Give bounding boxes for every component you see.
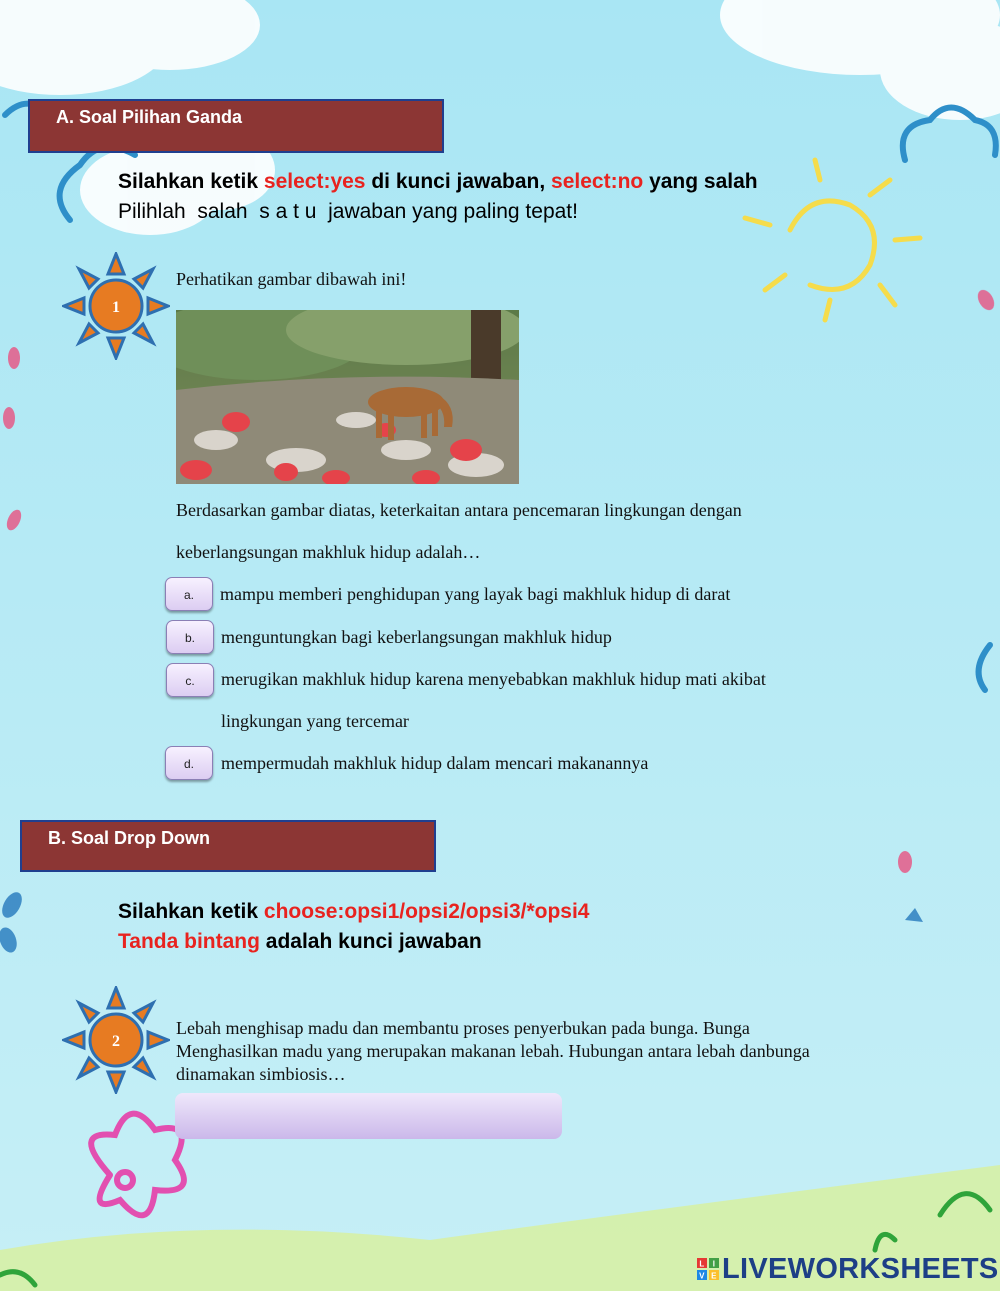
svg-text:L: L (699, 1259, 705, 1269)
option-a-text: mampu memberi penghidupan yang layak bagi makhluk hidup di darat (220, 584, 731, 604)
liveworksheets-badge-icon (697, 1258, 719, 1280)
question-text-line1: Berdasarkan gambar diatas, keterkaitan antara pencemaran lingkungan dengan (176, 500, 742, 520)
brand-name: LIVEWORKSHEETS (722, 1253, 999, 1285)
section-a-instruction: Silahkan ketik select:yes di kunci jawaban, select:no yang salah (118, 170, 758, 193)
question-prompt: Perhatikan gambar dibawah ini! (176, 269, 407, 289)
svg-text:E: E (711, 1271, 717, 1280)
question-number-badge (62, 986, 170, 1094)
option-a-button[interactable]: a. (165, 577, 213, 611)
answer-dropdown[interactable] (175, 1093, 562, 1139)
question-photo (176, 310, 519, 484)
keyword-select-yes: select:yes (263, 170, 366, 193)
section-b-header (20, 820, 436, 872)
option-b-text: menguntungkan bagi keberlangsungan makhluk hidup (221, 627, 612, 647)
keyword-select-no: select:no (551, 170, 644, 193)
option-d-button[interactable]: d. (165, 746, 213, 780)
option-c-text-line2: lingkungan yang tercemar (221, 711, 409, 731)
liveworksheets-logo[interactable] (697, 1253, 999, 1286)
goat-garbage-image (176, 310, 519, 484)
svg-text:I: I (712, 1259, 716, 1269)
option-c-button[interactable]: c. (166, 663, 214, 697)
section-a-title: A. Soal Pilihan Ganda (56, 107, 243, 127)
question-number-badge (62, 252, 170, 360)
sun-badge-icon (62, 252, 170, 360)
section-a-header (28, 99, 444, 153)
section-b-instruction1: Silahkan ketik choose:opsi1/opsi2/opsi3/*opsi4 (118, 900, 590, 923)
question2-line2: Menghasilkan madu yang merupakan makanan lebah. Hubungan antara lebah danbunga (176, 1041, 810, 1061)
question-text-line2: keberlangsungan makhluk hidup adalah… (176, 542, 481, 562)
question2-line1: Lebah menghisap madu dan membantu proses penyerbukan pada bunga. Bunga (176, 1018, 750, 1038)
question2-line3: dinamakan simbiosis… (176, 1064, 346, 1084)
section-a-subinstruction: Pilihlah salah s a t u jawaban yang paling tepat! (118, 200, 578, 223)
option-b-button[interactable]: b. (166, 620, 214, 654)
sun-badge-icon (62, 986, 170, 1094)
svg-text:V: V (699, 1271, 705, 1280)
section-b-instruction2: Tanda bintang adalah kunci jawaban (118, 930, 482, 953)
option-d-text: mempermudah makhluk hidup dalam mencari makanannya (221, 753, 649, 773)
keyword-choose: choose:opsi1/opsi2/opsi3/*opsi4 (263, 900, 590, 923)
question-number: 1 (112, 299, 120, 316)
option-c-text: merugikan makhluk hidup karena menyebabkan makhluk hidup mati akibat (221, 669, 766, 689)
section-b-title: B. Soal Drop Down (48, 828, 210, 848)
question-number: 2 (112, 1033, 120, 1050)
keyword-tanda-bintang: Tanda bintang (118, 930, 260, 953)
